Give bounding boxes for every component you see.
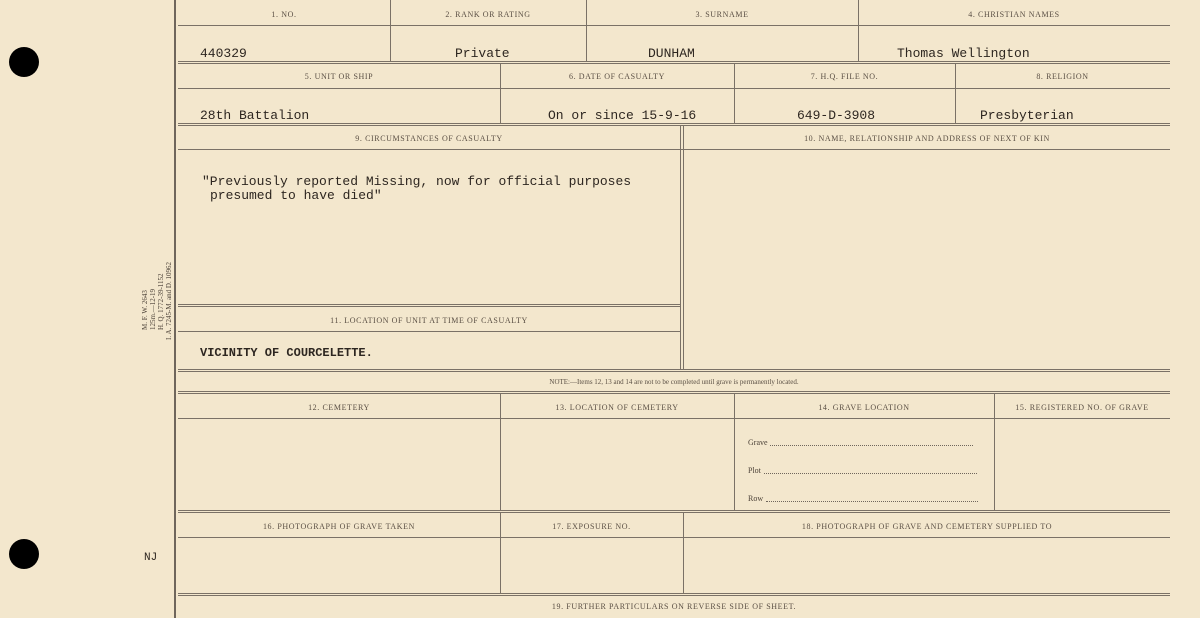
punch-hole-bottom <box>9 539 39 569</box>
value-surname: DUNHAM <box>648 46 695 61</box>
value-hq-file: 649-D-3908 <box>797 108 876 123</box>
rule <box>178 25 1170 26</box>
label-surname: 3. SURNAME <box>695 10 749 19</box>
rule <box>178 369 1170 372</box>
value-rank: Private <box>455 46 510 61</box>
rule <box>178 391 1170 394</box>
rule <box>178 331 680 332</box>
row-dotted-line <box>766 501 978 502</box>
clerk-initials: NJ <box>144 552 158 564</box>
value-circumstances-line1: "Previously reported Missing, now for official purposes <box>202 174 632 189</box>
label-photo-taken: 16. PHOTOGRAPH OF GRAVE TAKEN <box>262 522 416 531</box>
label-registered-no: 15. REGISTERED NO. OF GRAVE <box>1015 403 1149 412</box>
form-code-4: I. A. 7245-M. and D. 10962 <box>165 262 173 340</box>
label-cemetery: 12. CEMETERY <box>308 403 370 412</box>
value-no: 440329 <box>200 46 247 61</box>
rule <box>178 123 1170 126</box>
rule <box>178 593 1170 596</box>
value-location-unit: VICINITY OF COURCELETTE. <box>200 346 373 360</box>
row-label: Row <box>748 494 764 503</box>
rule <box>178 304 680 307</box>
label-no: 1. NO. <box>271 10 297 19</box>
label-unit: 5. UNIT OR SHIP <box>304 72 374 81</box>
value-religion: Presbyterian <box>980 108 1074 123</box>
label-hq-file: 7. H.Q. FILE NO. <box>810 72 879 81</box>
rule <box>178 418 1170 419</box>
note-text: NOTE:—Items 12, 13 and 14 are not to be completed until grave is permanently located. <box>549 378 799 386</box>
label-location-cemetery: 13. LOCATION OF CEMETERY <box>555 403 679 412</box>
label-grave-location: 14. GRAVE LOCATION <box>818 403 910 412</box>
value-date: On or since 15-9-16 <box>548 108 697 123</box>
label-religion: 8. RELIGION <box>1036 72 1089 81</box>
rule <box>178 510 1170 513</box>
label-circumstances: 9. CIRCUMSTANCES OF CASUALTY <box>355 134 503 143</box>
value-circumstances-line2: presumed to have died" <box>210 188 382 203</box>
plot-label: Plot <box>748 466 761 475</box>
rule <box>178 61 1170 64</box>
rule <box>683 126 684 369</box>
rule <box>178 537 1170 538</box>
rule <box>178 88 1170 89</box>
rule <box>178 149 1170 150</box>
label-rank: 2. RANK OR RATING <box>445 10 531 19</box>
plot-dotted-line <box>764 473 977 474</box>
value-christian-names: Thomas Wellington <box>897 46 1030 61</box>
margin-line <box>174 0 176 618</box>
label-date: 6. DATE OF CASUALTY <box>568 72 665 81</box>
label-exposure: 17. EXPOSURE NO. <box>552 522 631 531</box>
form-code-3: H. Q. 1772-39-1152 <box>157 273 165 330</box>
label-christian-names: 4. CHRISTIAN NAMES <box>968 10 1060 19</box>
grave-dotted-line <box>770 445 973 446</box>
label-next-of-kin: 10. NAME, RELATIONSHIP AND ADDRESS OF NEXT OF KIN <box>804 134 1050 143</box>
form-code-1: M. F. W. 2643 <box>141 290 149 330</box>
form-code-2: 125m.—12-19 <box>149 288 157 330</box>
label-photo-supplied: 18. PHOTOGRAPH OF GRAVE AND CEMETERY SUPPLIED TO <box>801 522 1053 531</box>
grave-label: Grave <box>748 438 768 447</box>
punch-hole-top <box>9 47 39 77</box>
value-unit: 28th Battalion <box>200 108 310 123</box>
label-location-unit: 11. LOCATION OF UNIT AT TIME OF CASUALTY <box>330 316 528 325</box>
rule <box>680 126 681 369</box>
label-further-particulars: 19. FURTHER PARTICULARS ON REVERSE SIDE OF SHEET. <box>551 602 797 611</box>
